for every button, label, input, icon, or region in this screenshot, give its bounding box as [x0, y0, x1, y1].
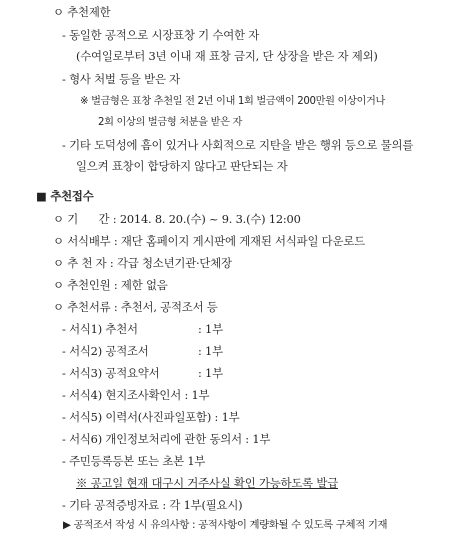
form-item — [62, 365, 223, 381]
fine-note: 2회 이상의 벌금형 처분을 받은 자 — [98, 117, 242, 128]
reception-period: ㅇ 기 간 : 2014. 8. 20.(수) ~ 9. 3.(수) 12:00 — [53, 212, 301, 226]
form-item — [62, 321, 223, 337]
reception-heading: ■ 추천접수 — [36, 189, 94, 203]
form-item — [62, 387, 209, 403]
form-qty: : 1부 — [198, 322, 223, 336]
form-name: - 서식4) 현지조사확인서 — [62, 388, 182, 402]
reception-headcount: ㅇ 추천인원 : 제한 없음 — [53, 278, 168, 292]
reception-documents: ㅇ 추천서류 : 추천서, 공적조서 등 — [53, 300, 218, 314]
reception-recommender: ㅇ 추 천 자 : 각급 청소년기관·단체장 — [53, 256, 232, 270]
reception-form-distribution: ㅇ 서식배부 : 재단 홈페이지 게시판에 게재된 서식파일 다운로드 — [53, 234, 365, 248]
form-item: - 서식6) 개인정보처리에 관한 동의서 : 1부 — [62, 432, 271, 446]
restriction-item: - 동일한 공적으로 시장표창 기 수여한 자 — [62, 28, 260, 42]
restriction-heading: ㅇ 추천제한 — [53, 5, 111, 19]
restriction-item: - 형사 처벌 등을 받은 자 — [62, 72, 180, 86]
form-item: - 서식5) 이력서(사진파일포함) : 1부 — [62, 410, 240, 424]
caution-note: ▶ 공적조서 작성 시 유의사항 : 공적사항이 계량화될 수 있도록 구체적 기재 — [63, 519, 388, 531]
restriction-item: 일으켜 표창이 합당하지 않다고 판단되는 자 — [76, 159, 288, 173]
form-qty: : 1부 — [198, 344, 223, 358]
form-qty: : 1부 — [184, 388, 210, 402]
form-name: - 서식3) 공적요약서 — [62, 366, 160, 380]
form-name: - 서식2) 공적조서 — [62, 344, 149, 358]
form-item — [62, 343, 223, 359]
restriction-item: - 기타 도덕성에 흠이 있거나 사회적으로 지탄을 받은 행위 등으로 물의를 — [62, 138, 414, 152]
form-name: - 서식1) 추천서 — [62, 322, 138, 336]
fine-note: ※ 벌금형은 표창 추천일 전 2년 이내 1회 벌금액이 200만원 이상이거나 — [80, 96, 386, 107]
other-evidence: - 기타 공적증빙자료 : 각 1부(필요시) — [62, 498, 243, 512]
resident-note: ※ 공고일 현재 대구시 거주사실 확인 가능하도록 발급 — [76, 476, 339, 490]
resident-registration: - 주민등록등본 또는 초본 1부 — [62, 454, 206, 468]
form-qty: : 1부 — [198, 366, 223, 380]
restriction-item: (수여일로부터 3년 이내 재 표창 금지, 단 상장을 받은 자 제외) — [76, 49, 378, 63]
